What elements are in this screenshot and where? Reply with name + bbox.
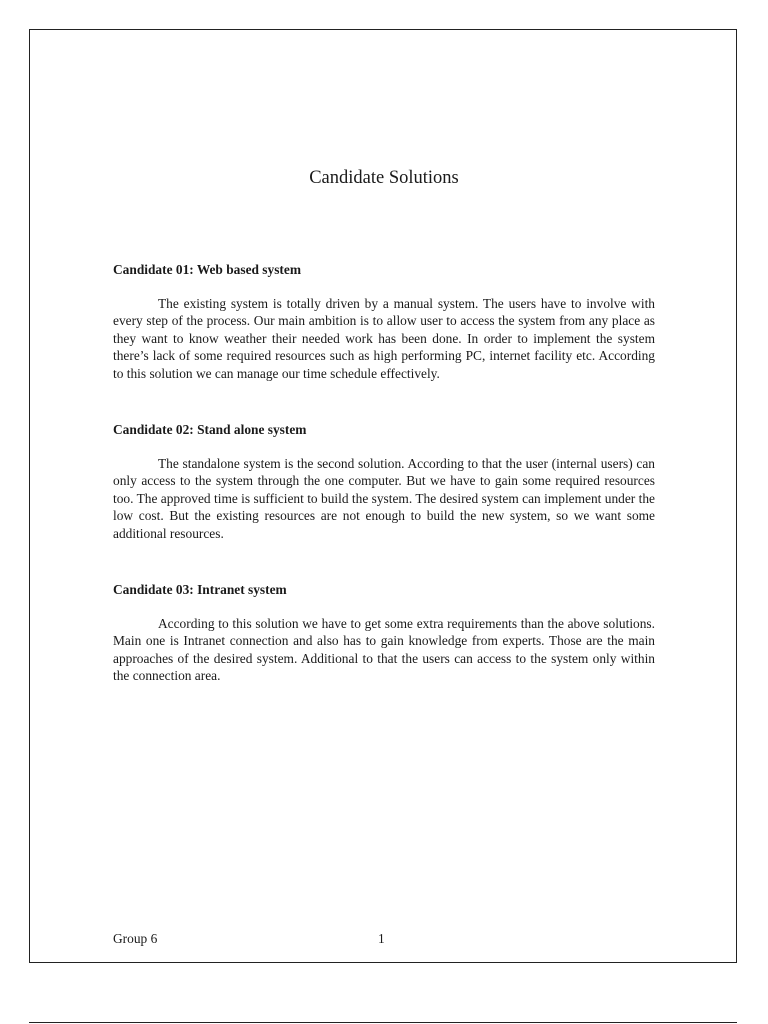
next-page-edge [29,1022,737,1023]
section-heading: Candidate 02: Stand alone system [113,422,307,437]
section-body: According to this solution we have to get some extra requirements than the above solutions. Main one is Intranet connection and also has to gain knowledge from experts. Those are the main approaches of the desired system. Additional to that the users can access to the system only within the connection area. [113,615,655,683]
footer-page-number: 1 [378,931,385,946]
section-candidate-01 [113,261,655,382]
section-candidate-03 [113,581,655,685]
document-content [113,261,655,724]
section-body: The standalone system is the second solution. According to that the user (internal users) can only access to the system through the one computer. But we have to gain some required resources too. The approved time is sufficient to build the system. The desired system can implement under the low cost. But the existing resources are not enough to build the new system, so we want some additional resources. [113,455,655,541]
footer-group-label: Group 6 [113,931,158,946]
section-heading: Candidate 03: Intranet system [113,582,287,597]
page-title: Candidate Solutions [309,168,459,188]
section-body: The existing system is totally driven by a manual system. The users have to involve with every step of the process. Our main ambition is to allow user to access the system from any place as they want to know weather their needed work has been done. In order to implement the system there’s lack of some required resources such as high performing PC, internet facility etc. According to this solution we can manage our time schedule effectively. [113,295,655,381]
section-heading: Candidate 01: Web based system [113,262,301,277]
section-candidate-02 [113,421,655,542]
